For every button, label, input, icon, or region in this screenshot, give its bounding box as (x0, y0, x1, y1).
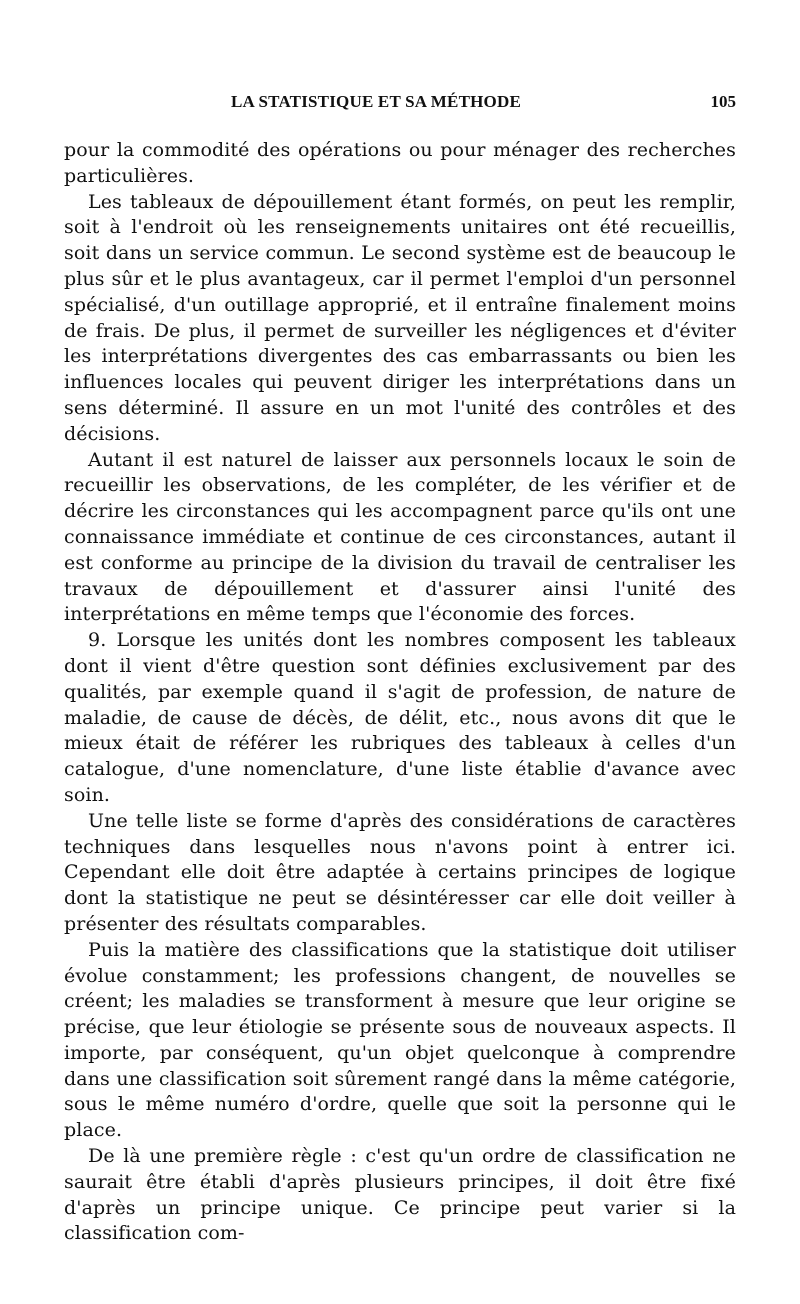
paragraph-matiere-classifications: Puis la matière des classifications que la statistique doit utiliser évolue constamment; les professions changent, de nouvelles se créent; les maladies se transforment à mesure que leur origine se précise, que leur étiologie se présente sous de nouveaux aspects. Il importe, par conséquent, qu'un objet quelconque à comprendre dans une classification soit sûrement rangé dans la même catégorie, sous le même numéro d'ordre, quelle que soit la personne qui le place. (64, 938, 736, 1142)
paragraph-continuation: pour la commodité des opérations ou pour ménager des recherches particulières. (64, 139, 736, 187)
paragraph-personnels-locaux: Autant il est naturel de laisser aux personnels locaux le soin de recueillir les observations, de les compléter, de les vérifier et de décrire les circonstances qui les accompagnent parce qu'ils ont une connaissance immédiate et continue de ces circonstances, autant il est conforme au principe de la division du travail de centraliser les travaux de dépouillement et d'assurer ainsi l'unité des interprétations en même temps que l'économie des forces. (64, 448, 736, 626)
paragraph-section-9: 9. Lorsque les unités dont les nombres composent les tableaux dont il vient d'être question sont définies exclusivement par des qualités, par exemple quand il s'agit de profession, de nature de maladie, de cause de décès, de délit, etc., nous avons dit que le mieux était de référer les rubriques des tableaux à celles d'un catalogue, d'une nomenclature, d'une liste établie d'avance avec soin. (64, 629, 736, 806)
paragraph-telle-liste: Une telle liste se forme d'après des considérations de caractères techniques dans lesquelles nous n'avons point à entrer ici. Cependant elle doit être adaptée à certains principes de logique dont la statistique ne peut se désintéresser car elle doit veiller à présenter des résultats comparables. (64, 809, 736, 935)
running-head (60, 92, 740, 116)
body-text (64, 138, 736, 1247)
paragraph-tableaux-depouillement: Les tableaux de dépouillement étant formés, on peut les remplir, soit à l'endroit où les renseignements unitaires ont été recueillis, soit dans un service commun. Le second système est de beaucoup le plus sûr et le plus avantageux, car il permet l'emploi d'un personnel spécialisé, d'un outillage approprié, et il entraîne finalement moins de frais. De plus, il permet de surveiller les négligences et d'éviter les interprétations divergentes des cas embarrassants ou bien les influences locales qui peuvent diriger les interprétations dans un sens déterminé. Il assure en un mot l'unité des contrôles et des décisions. (64, 190, 736, 445)
paragraph-premiere-regle: De là une première règle : c'est qu'un ordre de classification ne saurait être établi d'après plusieurs principes, il doit être fixé d'après un principe unique. Ce principe peut varier si la classification com- (64, 1145, 736, 1245)
page-number: 105 (710, 92, 736, 111)
running-title: LA STATISTIQUE ET SA MÉTHODE (231, 92, 521, 111)
